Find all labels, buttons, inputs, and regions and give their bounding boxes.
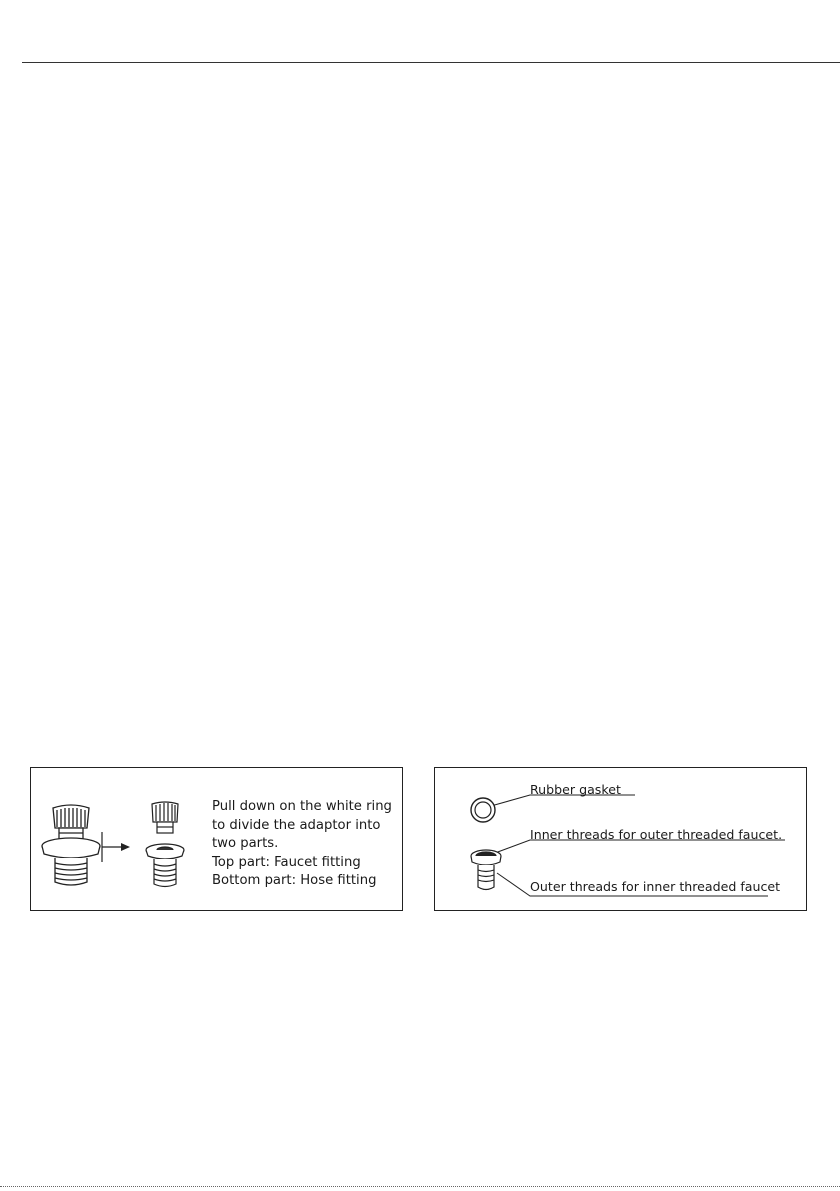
- outer-threads-label: Outer threads for inner threaded faucet: [530, 879, 781, 894]
- footer-rule: [0, 1186, 840, 1187]
- arrow-icon: [99, 830, 135, 864]
- header-rule: [22, 62, 840, 63]
- rubber-gasket-illustration: [469, 796, 497, 824]
- instruction-line: Top part: Faucet fitting: [212, 854, 361, 870]
- instruction-line: Pull down on the white ring: [212, 799, 392, 814]
- faucet-fitting-illustration: [148, 800, 182, 836]
- instruction-line: to divide the adaptor into: [212, 817, 381, 833]
- thread-fitting-illustration: [469, 848, 503, 894]
- inner-threads-label: Inner threads for outer threaded faucet.: [530, 827, 783, 842]
- rubber-gasket-label: Rubber gasket: [530, 782, 621, 797]
- adaptor-split-panel: [30, 767, 403, 911]
- split-instructions: [212, 798, 392, 891]
- fitting-parts-panel: [434, 767, 807, 911]
- instruction-line: two parts.: [212, 836, 279, 852]
- instruction-line: Bottom part: Hose fitting: [212, 873, 377, 889]
- assembled-adaptor-illustration: [39, 802, 103, 888]
- hose-fitting-illustration: [144, 842, 186, 890]
